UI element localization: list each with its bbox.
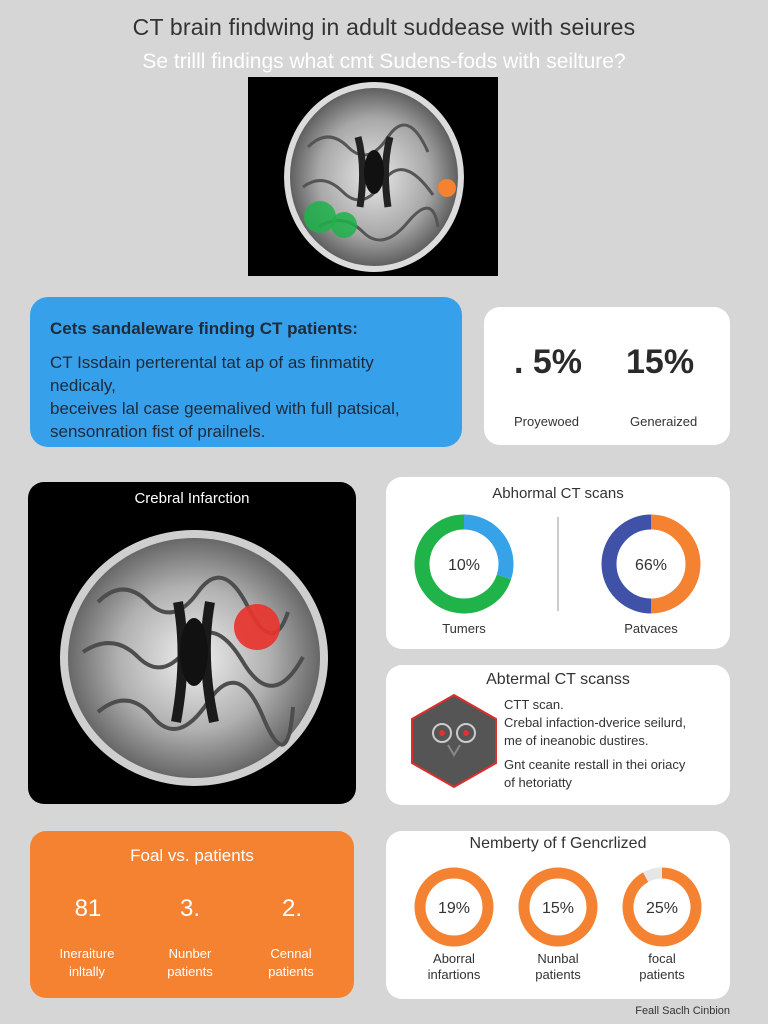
- label-line: Ineraiture: [59, 946, 115, 961]
- stat-value-proyewoed: . 5%: [514, 343, 583, 381]
- ring-value-aborral: 19%: [437, 900, 471, 917]
- stats-card: [484, 307, 730, 445]
- label-line: patients: [167, 964, 213, 979]
- ring-value-nunbal: 15%: [541, 900, 575, 917]
- page-subtitle: Se trilll findings what cmt Sudens-fods with seilture?: [142, 50, 626, 73]
- label-line: Aborral: [433, 951, 475, 966]
- donut-value-patvaces: 66%: [634, 557, 668, 574]
- generalized-card-title: Nemberty of f Gencrlized: [469, 835, 647, 852]
- donut-value-tumers: 10%: [447, 557, 481, 574]
- focal-label-nunber: [145, 945, 235, 981]
- hexagon-robot-icon: [404, 691, 504, 791]
- info-card-heading: Cets sandaleware finding CT patients:: [50, 319, 358, 338]
- focal-label-ineraiture: [42, 945, 132, 981]
- info-line: sensonration fist of prailnels.: [50, 422, 266, 441]
- abn2-line: CTT scan.: [504, 697, 564, 712]
- abnormal-donut-chart: [386, 477, 730, 649]
- info-card: [30, 297, 462, 447]
- abnormal-ct-card-2: [386, 665, 730, 805]
- focal-card: [30, 831, 354, 998]
- abn2-line: Crebal infaction-dverice seilurd,: [504, 715, 687, 730]
- info-card-body: [50, 351, 442, 443]
- stat-label-generaized: Generaized: [630, 414, 698, 429]
- focal-card-title: Foal vs. patients: [130, 846, 254, 865]
- abn2-line: Gnt ceanite restall in thei oriacy: [504, 757, 686, 772]
- page-title: CT brain findwing in adult suddease with seiures: [132, 14, 636, 40]
- ring-value-focal: 25%: [645, 900, 679, 917]
- ring-label-aborral: [409, 951, 499, 983]
- abnormal-card-title: Abhormal CT scans: [492, 485, 624, 502]
- abnormal-ct-card: [386, 477, 730, 649]
- label-line: Cennal: [270, 946, 312, 961]
- focal-value-cennal: 2.: [281, 895, 302, 922]
- brain-scan-illustration: [248, 77, 498, 276]
- ring-track: [646, 873, 662, 877]
- label-line: patients: [535, 967, 581, 982]
- label-line: Nunber: [168, 946, 212, 961]
- footer-citation: Feall Saclh Cinbion: [635, 1005, 730, 1017]
- stat-value-generaized: 15%: [626, 343, 695, 381]
- abn2-line: me of ineanobic dustires.: [504, 733, 649, 748]
- donut-label-patvaces: Patvaces: [624, 621, 678, 636]
- focal-label-cennal: [246, 945, 336, 981]
- infarction-card: [28, 482, 356, 804]
- ring-label-nunbal: [513, 951, 603, 983]
- stat-label-proyewoed: Proyewoed: [514, 414, 580, 429]
- generalized-card: [386, 831, 730, 999]
- label-line: patients: [639, 967, 685, 982]
- abn2-line: of hetoriatty: [504, 775, 572, 790]
- info-line: CT Issdain perterental tat ap of as finmatity nedicaly,: [50, 353, 374, 395]
- focal-value-nunber: 3.: [179, 895, 200, 922]
- info-line: beceives lal case geemalived with full patsical,: [50, 399, 400, 418]
- ring-label-focal: [617, 951, 707, 983]
- label-line: focal: [648, 951, 676, 966]
- label-line: infartions: [427, 967, 481, 982]
- hero-brain-ct-image: [248, 77, 498, 276]
- label-line: inltally: [68, 964, 106, 979]
- abnormal-card-2-title: Abtermal CT scanss: [486, 671, 630, 688]
- infarction-brain-illustration: [28, 482, 356, 804]
- donut-label-tumers: Tumers: [442, 621, 486, 636]
- label-line: Nunbal: [537, 951, 579, 966]
- label-line: patients: [268, 964, 314, 979]
- focal-value-ineraiture: 81: [74, 895, 102, 922]
- infarction-label: Crebral Infarction: [134, 490, 250, 507]
